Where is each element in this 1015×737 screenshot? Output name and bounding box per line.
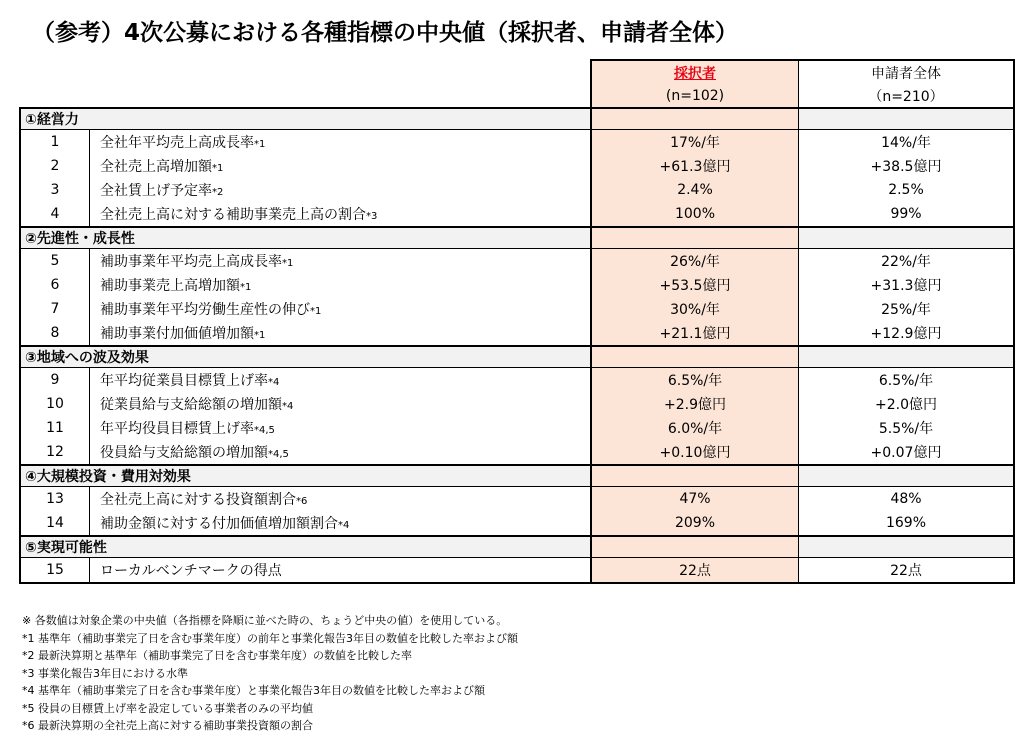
metric-name: 補助金額に対する付加価値増加額割合 xyxy=(100,516,338,532)
section-title: ③地域への波及効果 xyxy=(20,346,591,368)
adopted-value: 2.4% xyxy=(591,178,799,202)
all-applicants-value: +38.5億円 xyxy=(799,154,1015,178)
row-number: 1 xyxy=(20,130,90,155)
adopted-value: +61.3億円 xyxy=(591,154,799,178)
footnote-line: *1 基準年（補助事業完了日を含む事業年度）の前年と事業化報告3年目の数値を比較した率および額 xyxy=(22,631,518,645)
footnote-mark: *6 xyxy=(296,496,308,507)
adopted-count: (n=102) xyxy=(591,84,799,108)
footnote-mark: *3 xyxy=(366,211,378,222)
metric-name: 年平均従業員目標賃上げ率 xyxy=(100,373,268,389)
section-header xyxy=(20,108,1014,130)
footnote-mark: *4 xyxy=(268,377,280,388)
table-row xyxy=(20,558,1014,584)
footnote-mark: *1 xyxy=(310,306,322,317)
footnote-mark: *1 xyxy=(212,163,224,174)
page-title: （参考）4次公募における各種指標の中央値（採択者、申請者全体） xyxy=(32,20,739,46)
all-applicants-value: 48% xyxy=(799,487,1015,512)
metric-name: 全社売上高に対する補助事業売上高の割合 xyxy=(100,207,366,223)
all-applicants-value: 22%/年 xyxy=(799,249,1015,274)
metric-name: 全社売上高に対する投資額割合 xyxy=(100,492,296,508)
all-applicants-value: 169% xyxy=(799,511,1015,536)
footnote-mark: *1 xyxy=(282,258,294,269)
metric-label xyxy=(90,130,592,155)
adopted-value: 26%/年 xyxy=(591,249,799,274)
footnote-mark: *2 xyxy=(212,187,224,198)
footnote-line: ※ 各数値は対象企業の中央値（各指標を降順に並べた時の、ちょうど中央の値）を使用している。 xyxy=(22,614,508,627)
all-applicants-header: 申請者全体 xyxy=(799,60,1015,84)
table-row xyxy=(20,249,1014,274)
metric-label xyxy=(90,511,592,536)
adopted-value: 6.0%/年 xyxy=(591,416,799,440)
metric-label xyxy=(90,297,592,321)
footnote-line: *5 役員の目標賃上げ率を設定している事業者のみの平均値 xyxy=(22,701,313,715)
metric-name: 役員給与支給総額の増加額 xyxy=(100,445,268,461)
row-number: 2 xyxy=(20,154,90,178)
header-row-counts xyxy=(20,84,1014,108)
footnote-mark: *4,5 xyxy=(254,425,275,436)
row-number: 7 xyxy=(20,297,90,321)
all-applicants-value: 25%/年 xyxy=(799,297,1015,321)
table-row xyxy=(20,440,1014,465)
metric-label xyxy=(90,249,592,274)
footnote-line: *2 最新決算期と基準年（補助事業完了日を含む事業年度）の数値を比較した率 xyxy=(22,649,412,662)
footnotes xyxy=(22,612,518,735)
footnote-line: *4 基準年（補助事業完了日を含む事業年度）と事業化報告3年目の数値を比較した率および額 xyxy=(22,684,485,697)
metric-label xyxy=(90,392,592,416)
table-row xyxy=(20,297,1014,321)
metric-label xyxy=(90,416,592,440)
metric-name: 全社賃上げ予定率 xyxy=(100,183,212,199)
row-number: 5 xyxy=(20,249,90,274)
table-row xyxy=(20,178,1014,202)
section-title: ④大規模投資・費用対効果 xyxy=(20,465,591,487)
all-applicants-value: 99% xyxy=(799,202,1015,227)
row-number: 8 xyxy=(20,321,90,346)
metric-name: 補助事業付加価値増加額 xyxy=(100,326,254,342)
metric-label xyxy=(90,273,592,297)
adopted-value: 209% xyxy=(591,511,799,536)
table-row xyxy=(20,202,1014,227)
all-applicants-count: （n=210） xyxy=(799,84,1015,108)
metric-label xyxy=(90,368,592,393)
table-row xyxy=(20,154,1014,178)
all-applicants-value: +2.0億円 xyxy=(799,392,1015,416)
all-applicants-value: 22点 xyxy=(799,558,1015,584)
adopted-value: +0.10億円 xyxy=(591,440,799,465)
table-row xyxy=(20,416,1014,440)
all-applicants-value: 5.5%/年 xyxy=(799,416,1015,440)
row-number: 13 xyxy=(20,487,90,512)
adopted-value: 30%/年 xyxy=(591,297,799,321)
metric-name: 従業員給与支給総額の増加額 xyxy=(100,397,282,413)
metric-label xyxy=(90,558,592,584)
adopted-value: 100% xyxy=(591,202,799,227)
section-title: ②先進性・成長性 xyxy=(20,227,591,249)
metric-name: 補助事業売上高増加額 xyxy=(100,278,240,294)
adopted-value: +53.5億円 xyxy=(591,273,799,297)
footnote-mark: *1 xyxy=(240,282,252,293)
row-number: 3 xyxy=(20,178,90,202)
section-title: ⑤実現可能性 xyxy=(20,536,591,558)
row-number: 4 xyxy=(20,202,90,227)
metric-label xyxy=(90,487,592,512)
header-row-labels xyxy=(20,60,1014,84)
section-title: ①経営力 xyxy=(20,108,591,130)
row-number: 9 xyxy=(20,368,90,393)
metric-label xyxy=(90,440,592,465)
section-header xyxy=(20,346,1014,368)
row-number: 14 xyxy=(20,511,90,536)
metrics-table xyxy=(19,59,1015,584)
section-header xyxy=(20,465,1014,487)
metric-name: 年平均役員目標賃上げ率 xyxy=(100,421,254,437)
row-number: 10 xyxy=(20,392,90,416)
footnote-mark: *4,5 xyxy=(268,449,289,460)
section-header xyxy=(20,227,1014,249)
table-row xyxy=(20,130,1014,155)
row-number: 11 xyxy=(20,416,90,440)
table-row xyxy=(20,511,1014,536)
metric-label xyxy=(90,321,592,346)
footnote-mark: *1 xyxy=(254,139,266,150)
metric-label xyxy=(90,154,592,178)
metric-name: ローカルベンチマークの得点 xyxy=(100,563,282,579)
adopted-value: +2.9億円 xyxy=(591,392,799,416)
metric-name: 補助事業年平均労働生産性の伸び xyxy=(100,302,310,318)
adopted-value: +21.1億円 xyxy=(591,321,799,346)
footnote-line: *6 最新決算期の全社売上高に対する補助事業投資額の割合 xyxy=(22,719,313,732)
all-applicants-value: 6.5%/年 xyxy=(799,368,1015,393)
row-number: 15 xyxy=(20,558,90,584)
table-row xyxy=(20,321,1014,346)
metric-label xyxy=(90,202,592,227)
all-applicants-value: +0.07億円 xyxy=(799,440,1015,465)
metric-name: 補助事業年平均売上高成長率 xyxy=(100,254,282,270)
table-row xyxy=(20,368,1014,393)
metric-name: 全社売上高増加額 xyxy=(100,159,212,175)
table-row xyxy=(20,273,1014,297)
adopted-value: 17%/年 xyxy=(591,130,799,155)
section-header xyxy=(20,536,1014,558)
metric-label xyxy=(90,178,592,202)
row-number: 12 xyxy=(20,440,90,465)
footnote-mark: *4 xyxy=(338,520,350,531)
metric-name: 全社年平均売上高成長率 xyxy=(100,135,254,151)
adopted-header xyxy=(591,60,799,84)
row-number: 6 xyxy=(20,273,90,297)
footnote-mark: *4 xyxy=(282,401,294,412)
footnote-mark: *1 xyxy=(254,330,266,341)
adopted-value: 22点 xyxy=(591,558,799,584)
adopted-value: 47% xyxy=(591,487,799,512)
footnote-line: *3 事業化報告3年目における水準 xyxy=(22,666,188,680)
table-row xyxy=(20,487,1014,512)
all-applicants-value: +31.3億円 xyxy=(799,273,1015,297)
all-applicants-value: 2.5% xyxy=(799,178,1015,202)
adopted-value: 6.5%/年 xyxy=(591,368,799,393)
adopted-header-label: 採択者 xyxy=(674,65,716,82)
table-row xyxy=(20,392,1014,416)
all-applicants-value: +12.9億円 xyxy=(799,321,1015,346)
all-applicants-value: 14%/年 xyxy=(799,130,1015,155)
